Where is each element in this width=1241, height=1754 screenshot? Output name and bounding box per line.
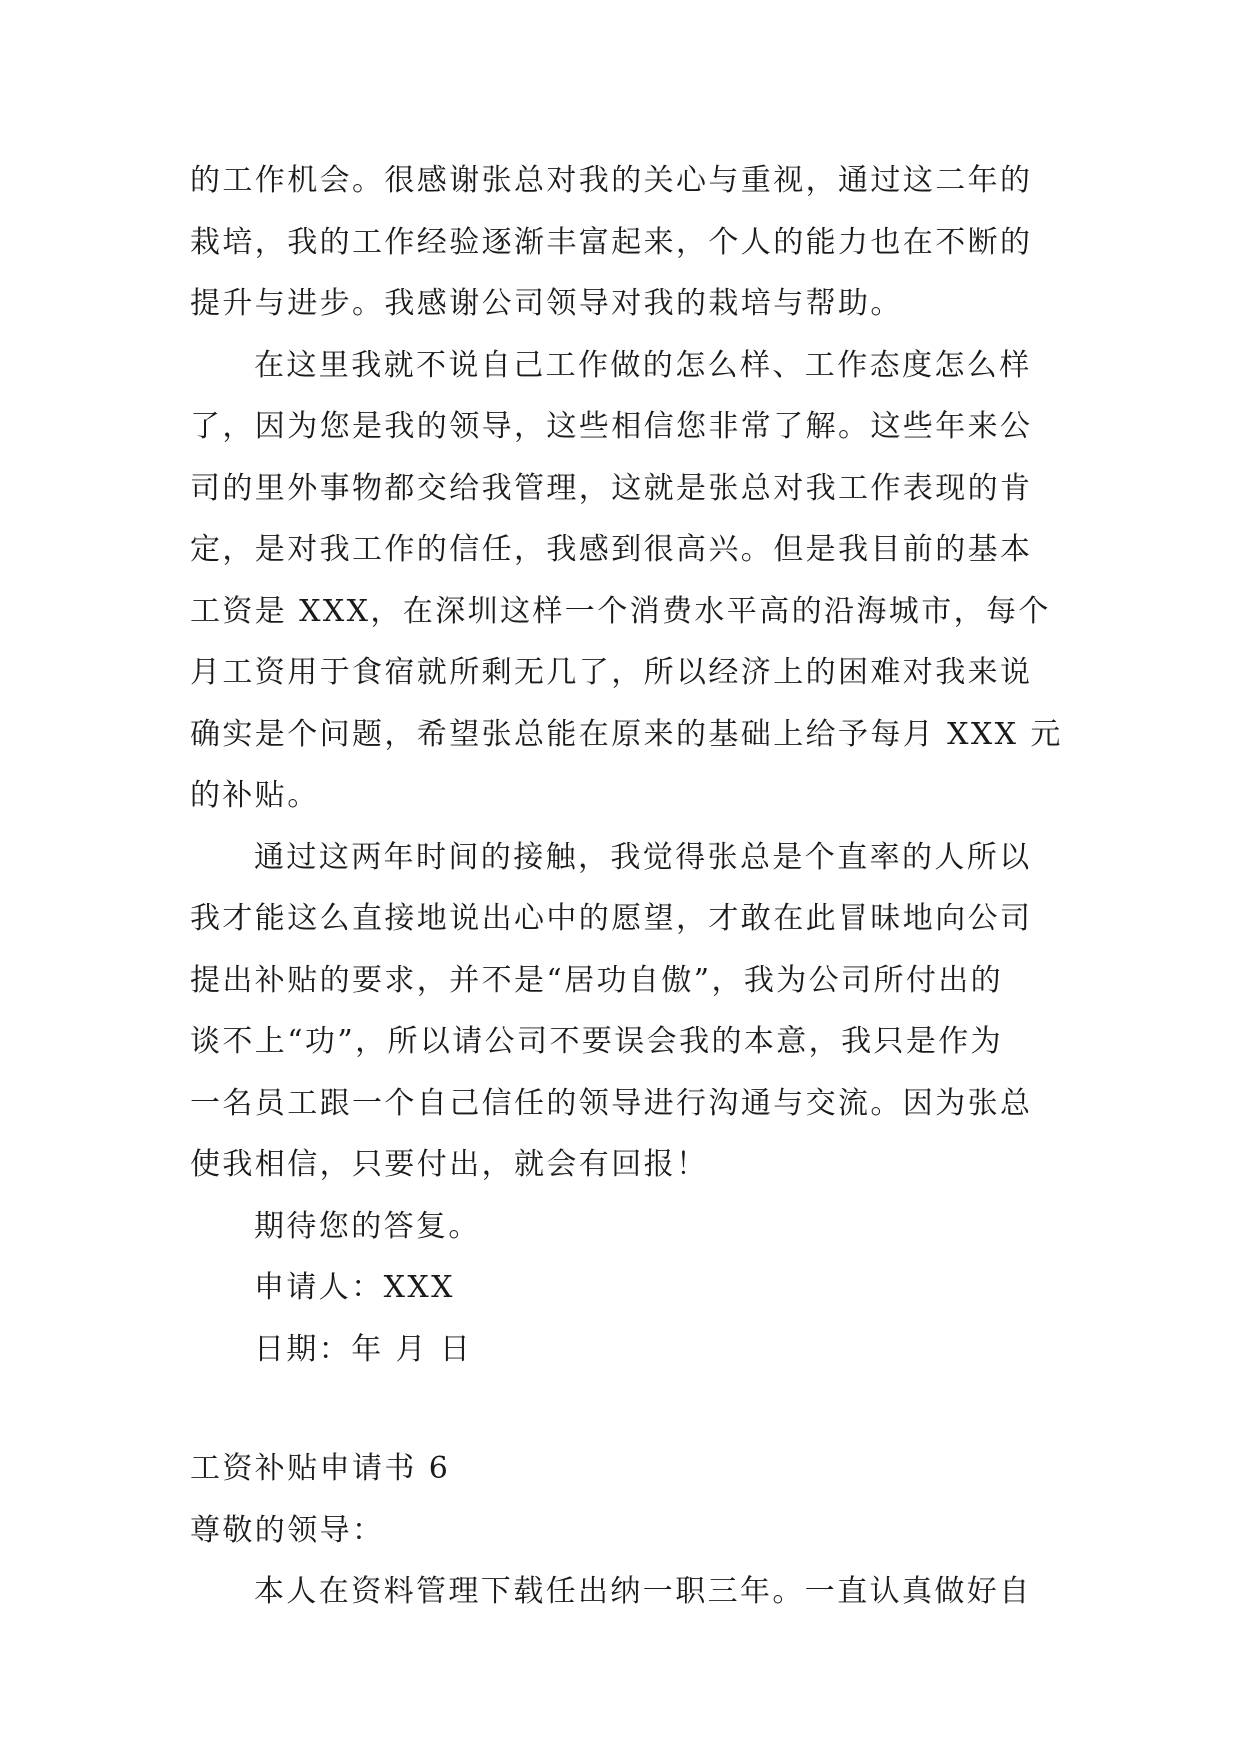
text-line: 了，因为您是我的领导，这些相信您非常了解。这些年来公 [190, 409, 1033, 444]
date-line: 日期：年 月 日 [254, 1331, 473, 1367]
text-line: 月工资用于食宿就所剩无几了，所以经济上的困难对我来说 [190, 655, 1033, 690]
text-line: 工资是 XXX，在深圳这样一个消费水平高的沿海城市，每个 [190, 593, 1051, 629]
paragraph-3 [190, 827, 1050, 1196]
text-line: 一名员工跟一个自己信任的领导进行沟通与交流。因为张总 [190, 1085, 1033, 1121]
text-line: 的工作机会。很感谢张总对我的关心与重视，通过这二年的 [190, 163, 1033, 198]
text-line: 确实是个问题，希望张总能在原来的基础上给予每月 XXX 元 [190, 716, 1063, 752]
text-line: 在这里我就不说自己工作做的怎么样、工作态度怎么样 [254, 347, 1032, 383]
paragraph-1 [190, 150, 1050, 335]
text-line: 定，是对我工作的信任，我感到很高兴。但是我目前的基本 [190, 532, 1033, 567]
text-line: 通过这两年时间的接触，我觉得张总是个直率的人所以 [254, 839, 1032, 875]
text-line: 我才能这么直接地说出心中的愿望，才敢在此冒昧地向公司 [190, 901, 1033, 936]
document-body [190, 150, 1063, 1623]
text-line: 的补贴。 [190, 778, 320, 813]
text-line: 提升与进步。我感谢公司领导对我的栽培与帮助。 [190, 286, 903, 321]
applicant-line: 申请人：XXX [254, 1270, 455, 1305]
text-line: 司的里外事物都交给我管理，这就是张总对我工作表现的肯 [190, 470, 1033, 506]
salutation: 尊敬的领导： [190, 1512, 385, 1548]
closing-block [190, 1196, 1050, 1381]
paragraph-2 [190, 335, 1063, 827]
section-gap [190, 1380, 1050, 1438]
text-line: 提出补贴的要求，并不是“居功自傲”，我为公司所付出的 [190, 962, 1004, 998]
closing-line: 期待您的答复。 [254, 1208, 481, 1244]
text-line: 栽培，我的工作经验逐渐丰富起来，个人的能力也在不断的 [190, 224, 1033, 260]
text-line: 本人在资料管理下载任出纳一职三年。一直认真做好自 [254, 1574, 1032, 1609]
text-line: 使我相信，只要付出，就会有回报！ [190, 1147, 709, 1182]
text-line: 谈不上“功”，所以请公司不要误会我的本意，我只是作为 [190, 1024, 1004, 1059]
section-title: 工资补贴申请书 6 [190, 1451, 451, 1486]
